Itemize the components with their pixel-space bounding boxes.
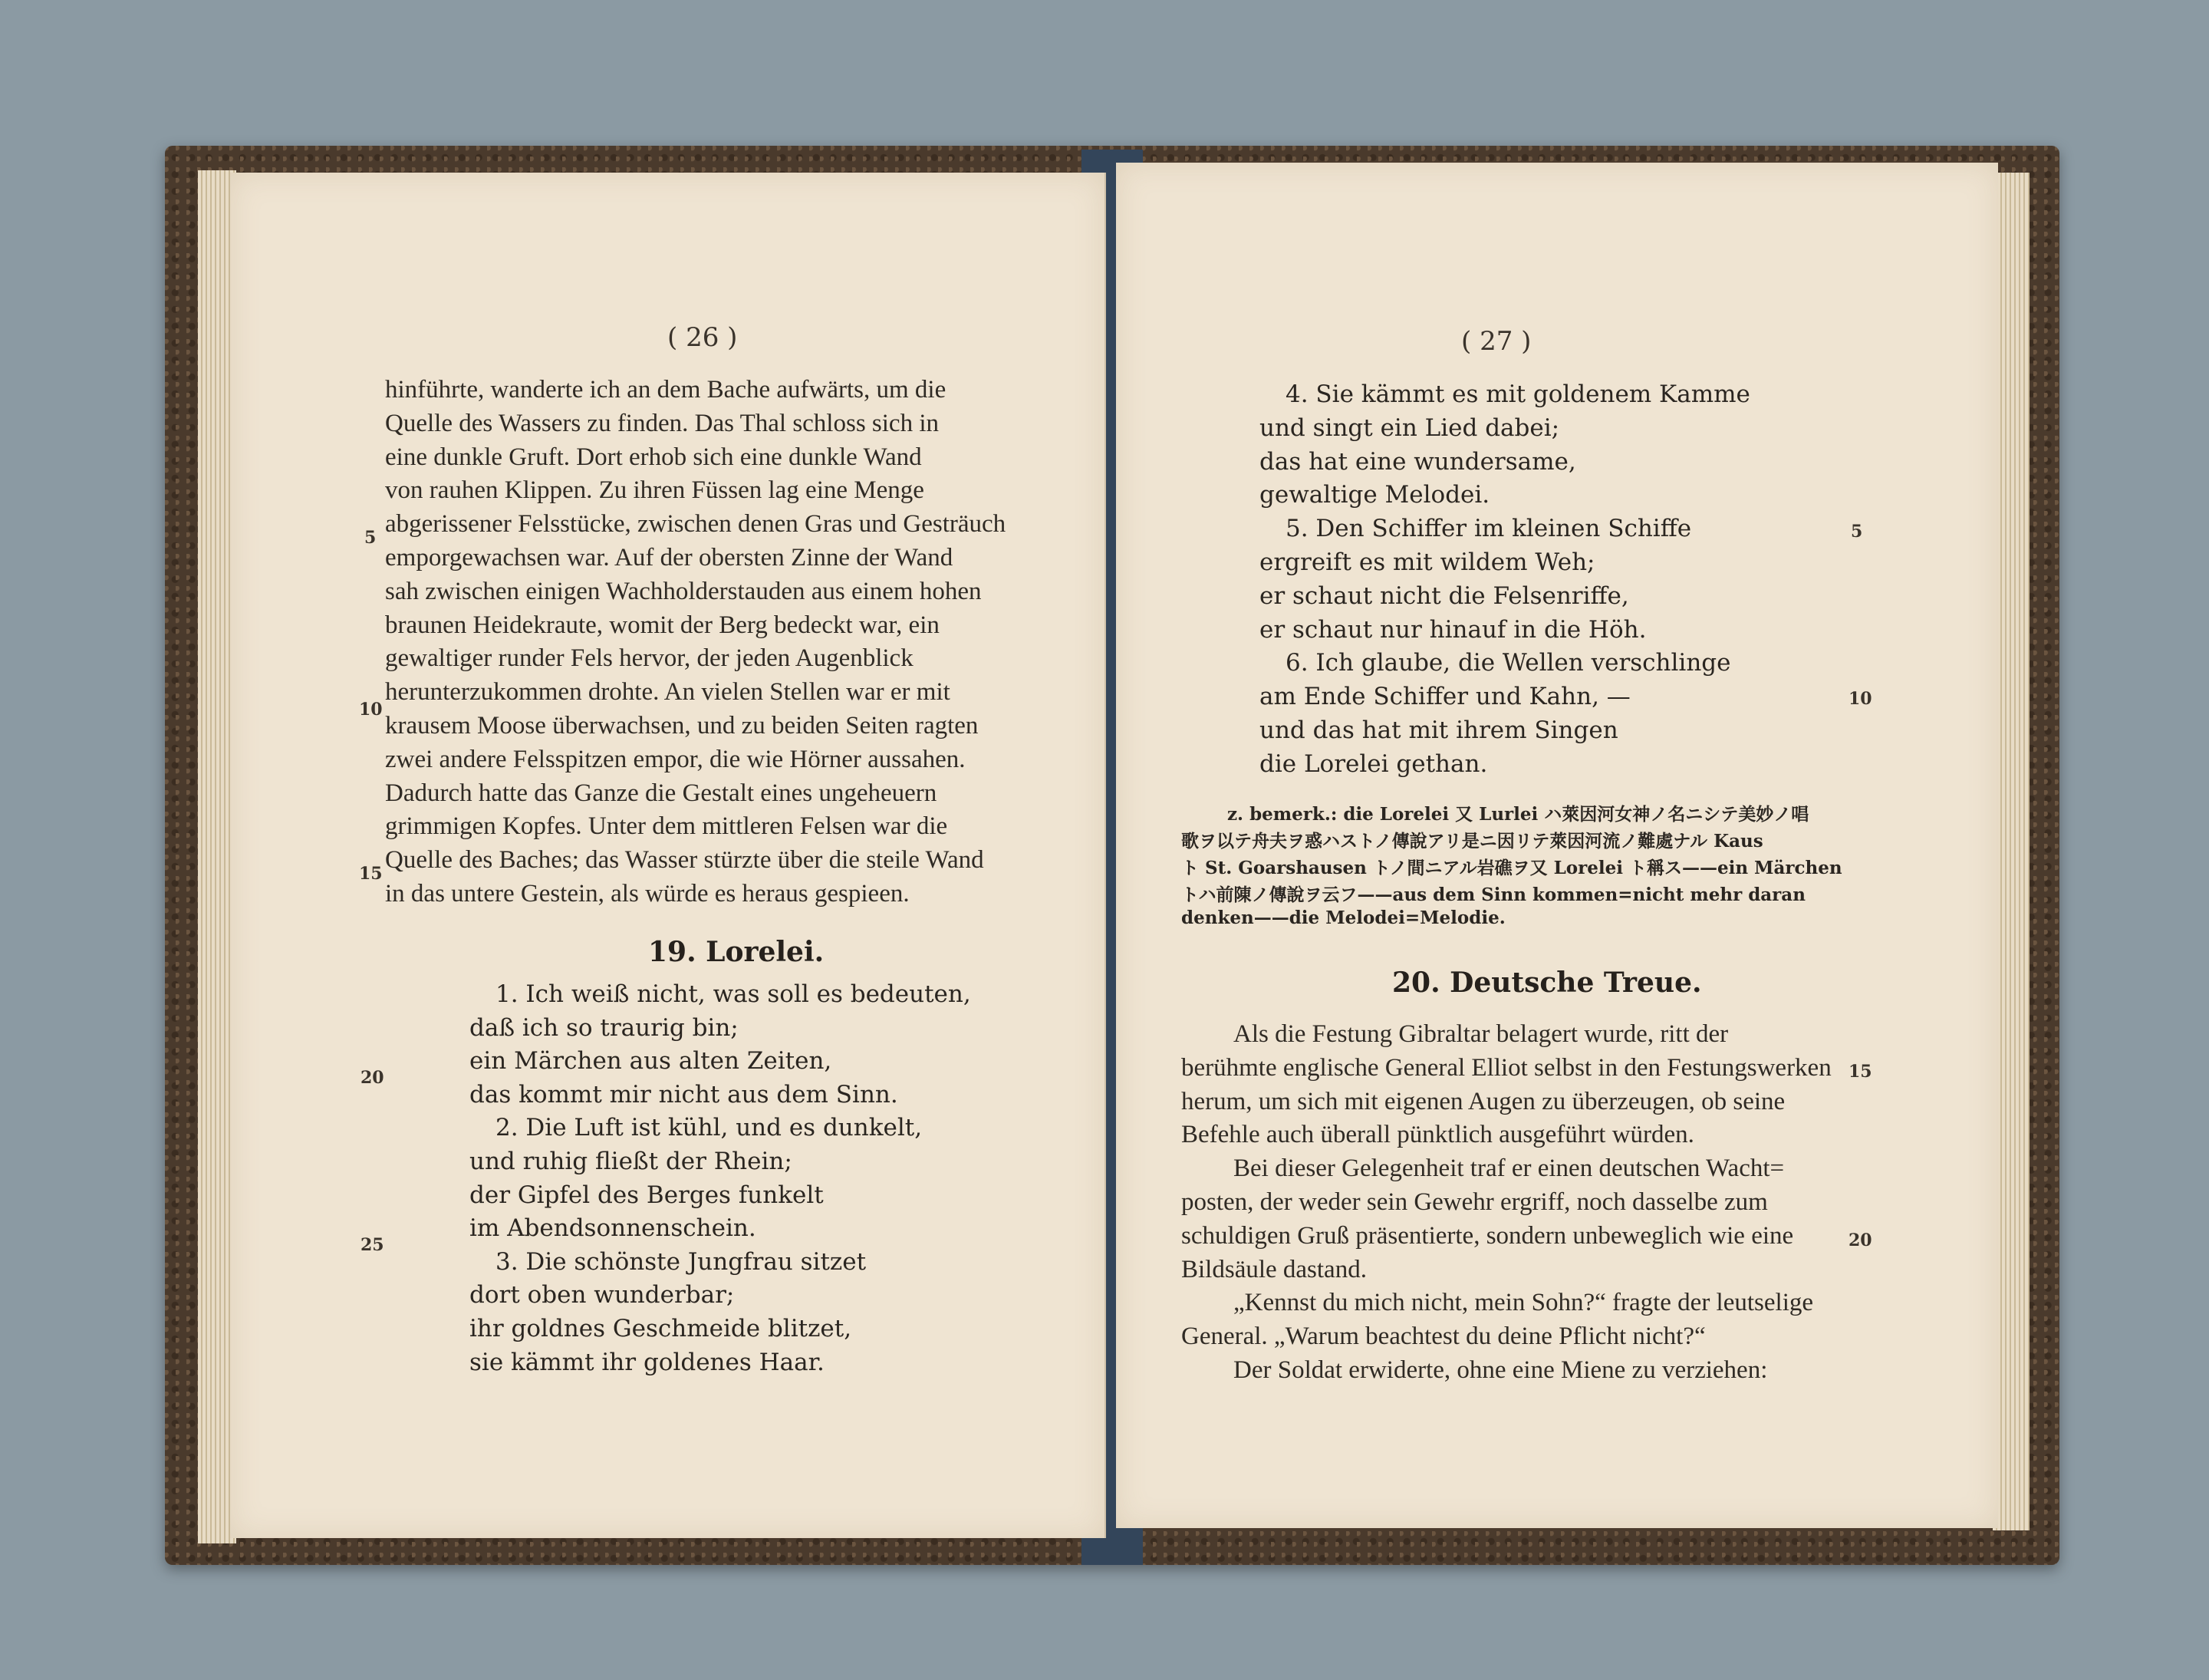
- text-line: in das untere Gestein, als würde es heraus gespieen.: [385, 880, 910, 908]
- text-line: Als die Festung Gibraltar belagert wurde, ritt der: [1233, 1020, 1729, 1048]
- line-number: 10: [359, 700, 383, 720]
- text-line: dort oben wunderbar;: [469, 1281, 735, 1309]
- text-line: ergreift es mit wildem Weh;: [1259, 548, 1595, 576]
- text-line: 3. Die schönste Jungfrau sitzet: [495, 1247, 867, 1276]
- text-line: herum, um sich mit eigenen Augen zu überzeugen, ob seine: [1181, 1087, 1786, 1115]
- text-line: schuldigen Gruß präsentierte, sondern unbeweglich wie eine: [1181, 1221, 1794, 1250]
- line-number: 20: [1849, 1230, 1872, 1250]
- text-line: 5. Den Schiffer im kleinen Schiffe: [1286, 515, 1692, 543]
- text-line: er schaut nicht die Felsenriffe,: [1259, 581, 1629, 610]
- text-line: braunen Heidekraute, womit der Berg bedeckt war, ein: [385, 611, 940, 639]
- line-number: 5: [364, 528, 377, 548]
- text-line: posten, der weder sein Gewehr ergriff, noch dasselbe zum: [1181, 1188, 1768, 1216]
- text-line: herunterzukommen drohte. An vielen Stellen war er mit: [385, 678, 950, 707]
- text-line: sah zwischen einigen Wachholderstauden aus einem hohen: [385, 577, 982, 605]
- text-line: ihr goldnes Geschmeide blitzet,: [469, 1315, 852, 1342]
- text-line: krausem Moose überwachsen, und zu beiden Seiten ragten: [385, 712, 979, 740]
- text-line: grimmigen Kopfes. Unter dem mittleren Felsen war die: [385, 812, 948, 841]
- text-line: Bei dieser Gelegenheit traf er einen deutschen Wacht=: [1233, 1155, 1785, 1183]
- text-line: ト St. Goarshausen トノ間ニアル岩礁ヲ又 Lorelei ト稱ス——ein Märchen: [1181, 858, 1842, 878]
- text-line: Bildsäule dastand.: [1181, 1255, 1367, 1283]
- text-line: der Gipfel des Berges funkelt: [469, 1181, 824, 1209]
- text-line: abgerissener Felsstücke, zwischen denen Gras und Gesträuch: [385, 510, 1006, 539]
- text-line: emporgewachsen war. Auf der obersten Zinne der Wand: [385, 544, 953, 572]
- page-number-left: ( 26 ): [667, 322, 738, 353]
- text-line: am Ende Schiffer und Kahn, —: [1259, 683, 1631, 711]
- text-line: Dadurch hatte das Ganze die Gestalt eines ungeheuern: [385, 779, 937, 807]
- text-line: 6. Ich glaube, die Wellen verschlinge: [1286, 649, 1731, 677]
- text-line: er schaut nur hinauf in die Höh.: [1259, 615, 1647, 644]
- text-line: denken——die Melodei=Melodie.: [1181, 908, 1506, 928]
- text-line: Quelle des Baches; das Wasser stürzte über die steile Wand: [385, 846, 984, 875]
- text-line: die Lorelei gethan.: [1259, 749, 1488, 778]
- page-edges-right: [1993, 173, 2030, 1530]
- text-line: und singt ein Lied dabei;: [1259, 413, 1560, 442]
- line-number: 20: [360, 1068, 384, 1088]
- text-line: berühmte englische General Elliot selbst in den Festungswerken: [1181, 1053, 1832, 1082]
- text-line: 4. Sie kämmt es mit goldenem Kamme: [1286, 380, 1750, 408]
- text-line: トハ前陳ノ傳說ヲ云フ——aus dem Sinn kommen=nicht mehr daran: [1181, 884, 1806, 905]
- text-line: das hat eine wundersame,: [1259, 447, 1576, 476]
- section-heading-deutsche-treue: 20. Deutsche Treue.: [1392, 967, 1702, 999]
- text-line: 1. Ich weiß nicht, was soll es bedeuten,: [495, 980, 971, 1008]
- text-line: Befehle auch überall pünktlich ausgeführt würden.: [1181, 1121, 1694, 1149]
- text-line: zwei andere Felsspitzen empor, die wie Hörner aussahen.: [385, 745, 966, 773]
- line-number: 15: [359, 864, 383, 884]
- line-number: 25: [360, 1235, 384, 1255]
- text-line: 歌ヲ以テ舟夫ヲ惑ハストノ傳說アリ是ニ因リテ萊因河流ノ難處ナル Kaus: [1181, 831, 1763, 852]
- page-number-right: ( 27 ): [1461, 326, 1532, 357]
- line-number: 5: [1851, 522, 1863, 542]
- text-line: und ruhig fließt der Rhein;: [469, 1148, 792, 1175]
- text-line: 2. Die Luft ist kühl, und es dunkelt,: [495, 1114, 923, 1142]
- text-line: ein Märchen aus alten Zeiten,: [469, 1047, 832, 1076]
- text-line: z. bemerk.: die Lorelei 又 Lurlei ハ萊因河女神ノ名ニシテ美妙ノ唱: [1227, 804, 1809, 825]
- text-line: daß ich so traurig bin;: [469, 1013, 739, 1042]
- text-line: hinführte, wanderte ich an dem Bache aufwärts, um die: [385, 376, 946, 404]
- section-heading-lorelei: 19. Lorelei.: [648, 936, 825, 968]
- text-line: im Abendsonnenschein.: [469, 1214, 756, 1243]
- text-line: General. „Warum beachtest du deine Pflicht nicht?“: [1181, 1323, 1706, 1351]
- text-line: Quelle des Wassers zu finden. Das Thal schloss sich in: [385, 409, 939, 437]
- text-line: gewaltiger runder Fels hervor, der jeden Augenblick: [385, 644, 914, 673]
- text-line: eine dunkle Gruft. Dort erhob sich eine dunkle Wand: [385, 443, 922, 471]
- line-number: 10: [1849, 689, 1872, 709]
- text-line: Der Soldat erwiderte, ohne eine Miene zu verziehen:: [1233, 1356, 1768, 1384]
- text-line: sie kämmt ihr goldenes Haar.: [469, 1348, 825, 1376]
- text-line: gewaltige Melodei.: [1259, 481, 1490, 509]
- text-line: das kommt mir nicht aus dem Sinn.: [469, 1080, 898, 1108]
- line-number: 15: [1849, 1062, 1872, 1082]
- text-line: „Kennst du mich nicht, mein Sohn?“ fragte der leutselige: [1233, 1289, 1814, 1317]
- text-line: und das hat mit ihrem Singen: [1259, 716, 1618, 744]
- text-line: von rauhen Klippen. Zu ihren Füssen lag eine Menge: [385, 476, 924, 505]
